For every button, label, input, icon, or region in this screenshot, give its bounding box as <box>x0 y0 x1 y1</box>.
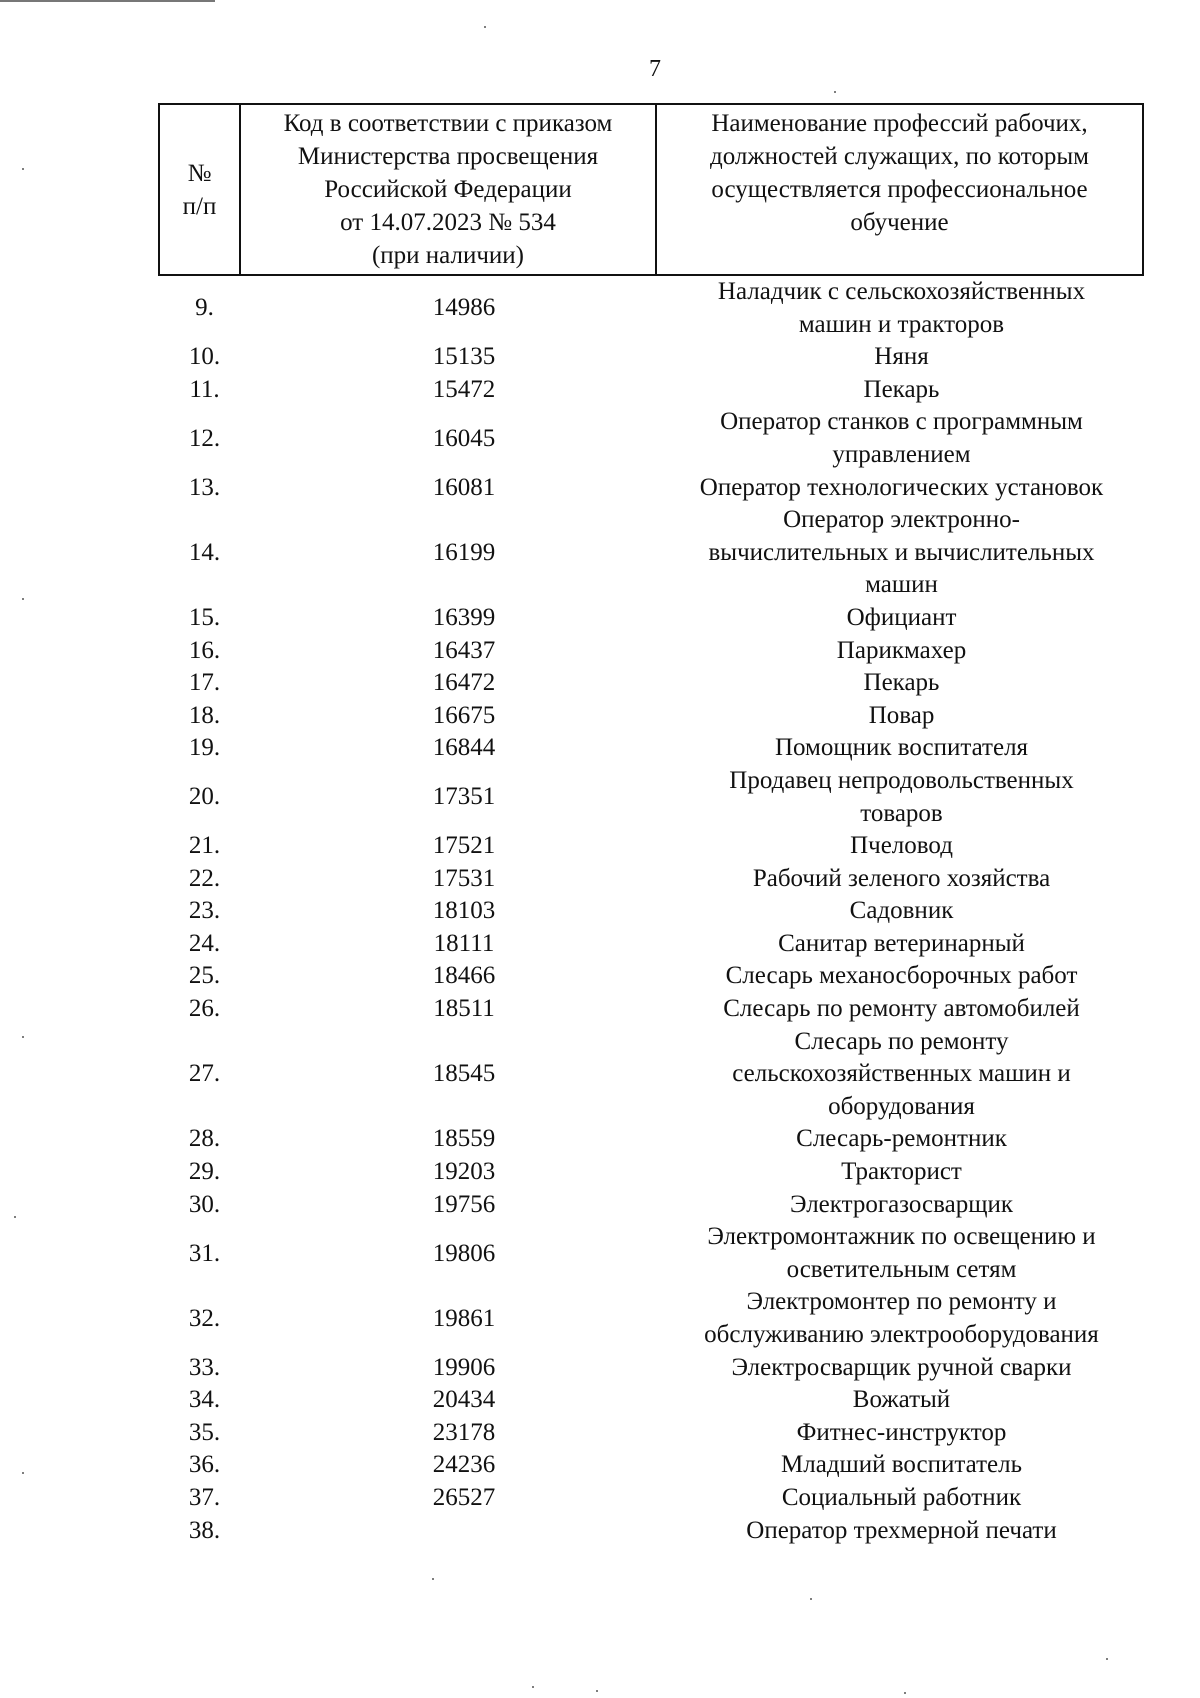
row-number: 26. <box>188 995 221 1023</box>
row-number: 18. <box>188 701 221 729</box>
table-row <box>158 765 1144 830</box>
scan-speck <box>1106 1658 1108 1660</box>
row-code: 26527 <box>432 1483 496 1511</box>
row-profession-name: Вожатый <box>852 1386 951 1414</box>
table-row <box>158 504 1144 602</box>
table-row <box>158 830 1144 863</box>
table-row <box>158 1026 1144 1124</box>
row-code: 19906 <box>432 1353 496 1381</box>
row-code: 16399 <box>432 603 496 631</box>
scan-speck <box>810 1598 812 1600</box>
table-row <box>158 1156 1144 1189</box>
row-profession-name: Электрогазосварщик <box>790 1190 1013 1218</box>
row-number: 36. <box>188 1451 221 1479</box>
row-number: 10. <box>188 343 221 371</box>
row-code: 17531 <box>432 864 496 892</box>
row-code: 16437 <box>432 636 496 664</box>
row-number: 33. <box>188 1353 221 1381</box>
row-profession-name: Оператор станков с программным управлением <box>720 408 1083 468</box>
table-row <box>158 1417 1144 1450</box>
table-body <box>158 276 1144 1547</box>
table-row <box>158 276 1144 341</box>
row-number: 22. <box>188 864 221 892</box>
row-number: 20. <box>188 783 221 811</box>
table-row <box>158 667 1144 700</box>
row-profession-name: Слесарь механосборочных работ <box>725 962 1078 990</box>
row-profession-name: Социальный работник <box>781 1483 1022 1511</box>
row-code: 16675 <box>432 701 496 729</box>
row-profession-name: Наладчик с сельскохозяйственных машин и тракторов <box>717 278 1086 338</box>
row-number: 16. <box>188 636 221 664</box>
row-profession-name: Оператор электронно- вычислительных и вычислительных машин <box>708 506 1095 599</box>
scan-speck <box>14 1216 16 1218</box>
row-code: 19861 <box>432 1304 496 1332</box>
row-code: 18545 <box>432 1060 496 1088</box>
scan-speck <box>904 1692 906 1694</box>
row-profession-name: Помощник воспитателя <box>774 734 1029 762</box>
row-number: 25. <box>188 962 221 990</box>
row-code: 15135 <box>432 343 496 371</box>
table-row <box>158 928 1144 961</box>
row-profession-name: Рабочий зеленого хозяйства <box>752 864 1051 892</box>
row-number: 24. <box>188 929 221 957</box>
header-col-profession: Наименование профессий рабочих, должностей служащих, по которым осуществляется профессиональное обучение <box>709 110 1090 236</box>
row-number: 34. <box>188 1386 221 1414</box>
row-code: 24236 <box>432 1451 496 1479</box>
table-row <box>158 1515 1144 1548</box>
row-number: 9. <box>195 294 214 322</box>
table-row <box>158 374 1144 407</box>
scan-speck <box>834 91 836 93</box>
row-number: 38. <box>188 1516 221 1544</box>
row-profession-name: Слесарь по ремонту автомобилей <box>723 995 1080 1023</box>
row-number: 15. <box>188 603 221 631</box>
table-row <box>158 1189 1144 1222</box>
row-number: 17. <box>188 669 221 697</box>
row-profession-name: Оператор технологических установок <box>699 473 1104 501</box>
row-profession-name: Тракторист <box>841 1158 962 1186</box>
row-profession-name: Пекарь <box>863 375 940 403</box>
row-code: 16045 <box>432 424 496 452</box>
row-profession-name: Фитнес-инструктор <box>796 1418 1007 1446</box>
row-profession-name: Оператор трехмерной печати <box>746 1516 1057 1544</box>
table-row <box>158 406 1144 471</box>
row-profession-name: Повар <box>868 701 935 729</box>
row-number: 35. <box>188 1418 221 1446</box>
row-code: 15472 <box>432 375 496 403</box>
table-row <box>158 895 1144 928</box>
row-profession-name: Пчеловод <box>850 832 953 860</box>
scan-speck <box>532 1686 534 1688</box>
table-row <box>158 1482 1144 1515</box>
row-code: 19203 <box>432 1158 496 1186</box>
row-number: 21. <box>188 832 221 860</box>
table-row <box>158 635 1144 668</box>
row-code: 19756 <box>432 1190 496 1218</box>
row-profession-name: Няня <box>874 343 929 371</box>
scan-edge-line <box>0 0 215 2</box>
table-row <box>158 472 1144 505</box>
scan-speck <box>22 1036 24 1038</box>
page-number: 7 <box>649 56 661 82</box>
row-code: 14986 <box>432 294 496 322</box>
row-profession-name: Официант <box>846 603 957 631</box>
table-row <box>158 1286 1144 1351</box>
row-number: 11. <box>189 375 220 403</box>
row-profession-name: Пекарь <box>863 669 940 697</box>
scan-speck <box>22 1472 24 1474</box>
table-header <box>158 103 1144 276</box>
table-row <box>158 1221 1144 1286</box>
row-number: 28. <box>188 1125 221 1153</box>
header-col-number: № п/п <box>160 105 241 274</box>
table-row <box>158 863 1144 896</box>
table-row <box>158 700 1144 733</box>
row-profession-name: Электромонтажник по освещению и осветительным сетям <box>707 1223 1096 1283</box>
table-row <box>158 1384 1144 1417</box>
table-row <box>158 1449 1144 1482</box>
row-code: 16472 <box>432 669 496 697</box>
row-code: 17351 <box>432 783 496 811</box>
scan-speck <box>484 26 486 28</box>
row-number: 37. <box>188 1483 221 1511</box>
row-code: 18103 <box>432 897 496 925</box>
row-profession-name: Санитар ветеринарный <box>778 929 1025 957</box>
row-code: 20434 <box>432 1386 496 1414</box>
row-code: 17521 <box>432 832 496 860</box>
row-code: 16844 <box>432 734 496 762</box>
row-profession-name: Парикмахер <box>836 636 967 664</box>
row-number: 12. <box>188 424 221 452</box>
row-profession-name: Младший воспитатель <box>781 1451 1022 1479</box>
row-number: 30. <box>188 1190 221 1218</box>
row-code: 19806 <box>432 1239 496 1267</box>
row-number: 32. <box>188 1304 221 1332</box>
row-number: 27. <box>188 1060 221 1088</box>
row-code: 23178 <box>432 1418 496 1446</box>
row-profession-name: Слесарь по ремонту сельскохозяйственных машин и оборудования <box>732 1027 1071 1120</box>
scan-speck <box>596 1690 598 1692</box>
table-row <box>158 602 1144 635</box>
row-number: 23. <box>188 897 221 925</box>
row-profession-name: Слесарь-ремонтник <box>796 1125 1007 1153</box>
header-col-code: Код в соответствии с приказом Министерства просвещения Российской Федерации от 14.07.2023 № 534 (при наличии) <box>241 105 657 274</box>
table-row <box>158 1123 1144 1156</box>
row-code: 18466 <box>432 962 496 990</box>
table-row <box>158 960 1144 993</box>
table-row <box>158 1352 1144 1385</box>
scan-speck <box>22 598 24 600</box>
row-code: 18111 <box>433 929 495 957</box>
row-profession-name: Электромонтер по ремонту и обслуживанию электрооборудования <box>704 1288 1099 1348</box>
row-number: 29. <box>188 1158 221 1186</box>
row-profession-name: Садовник <box>849 897 954 925</box>
scan-speck <box>22 168 24 170</box>
row-number: 13. <box>188 473 221 501</box>
row-number: 31. <box>188 1239 221 1267</box>
row-profession-name: Продавец непродовольственных товаров <box>729 766 1074 827</box>
row-code: 18559 <box>432 1125 496 1153</box>
table-row <box>158 732 1144 765</box>
table-row <box>158 341 1144 374</box>
row-code: 16199 <box>432 538 496 566</box>
row-profession-name: Электросварщик ручной сварки <box>731 1353 1072 1381</box>
scan-speck <box>432 1578 434 1580</box>
row-code: 18511 <box>433 995 495 1023</box>
row-code: 16081 <box>432 473 496 501</box>
row-number: 19. <box>188 734 221 762</box>
row-number: 14. <box>188 538 221 566</box>
table-row <box>158 993 1144 1026</box>
